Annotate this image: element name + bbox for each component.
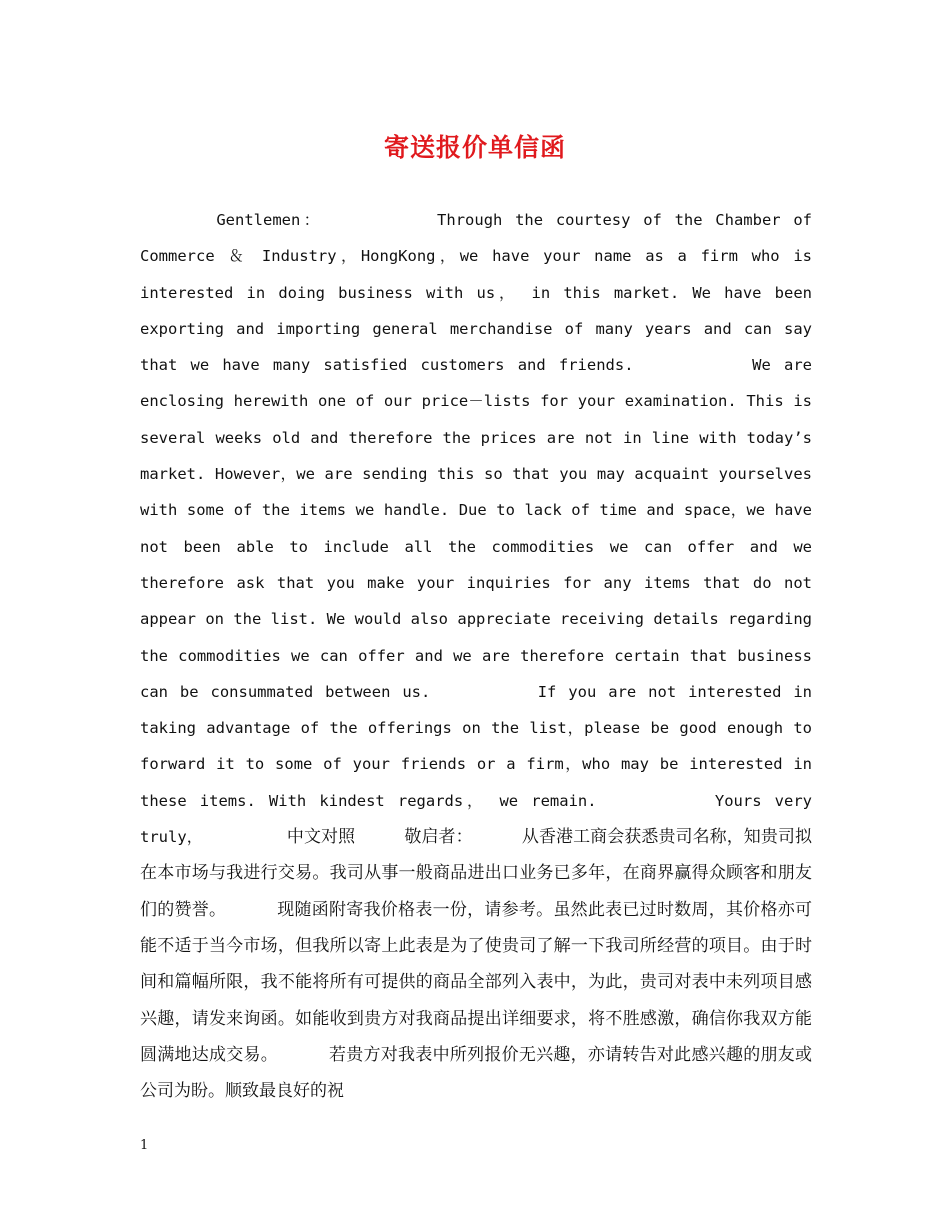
english-letter-text: Gentlemen： Through the courtesy of the Chamber of Commerce ＆ Industry，HongKong，we have your name as a firm who is interested in doing business with us， in this market. We have been exporting and importing general merchandise of many years and can say that we have many satisfied customers and friends. We are enclosing herewith one of our price－lists for your examination. This is several weeks old and therefore the prices are not in line with today’s market. However，we are sending this so that you may acquaint yourselves with some of the items we handle. Due to lack of time and space，we have not been able to include all the commodities we can offer and we therefore ask that you make your inquiries for any items that do not appear on the list. We would also appreciate receiving details regarding the commodities we can offer and we are therefore certain that business can be consummated between us. If you are not interested in taking advantage of the offerings on the list，please be good enough to forward it to some of your friends or a firm，who may be interested in these items. With kindest regards， we remain. Yours very truly， [140, 211, 822, 847]
document-title: 寄送报价单信函 [383, 133, 566, 162]
letter-body [140, 202, 822, 1109]
chinese-letter-text: 中文对照 敬启者： 从香港工商会获悉贵司名称，知贵司拟在本市场与我进行交易。我司从事一般商品进出口业务已多年，在商界赢得众顾客和朋友们的赞誉。 现随函附寄我价格表一份，请参考。虽然此表已过时数周，其价格亦可能不适于当今市场，但我所以寄上此表是为了使贵司了解一下我司所经营的项目。由于时间和篇幅所限，我不能将所有可提供的商品全部列入表中，为此，贵司对表中未列项目感兴趣，请发来询函。如能收到贵方对我商品提出详细要求，将不胜感激，确信你我双方能圆满地达成交易。 若贵方对我表中所列报价无兴趣，亦请转告对此感兴趣的朋友或公司为盼。顺致最良好的祝 [140, 827, 812, 1102]
page-number: 1 [140, 1138, 149, 1153]
